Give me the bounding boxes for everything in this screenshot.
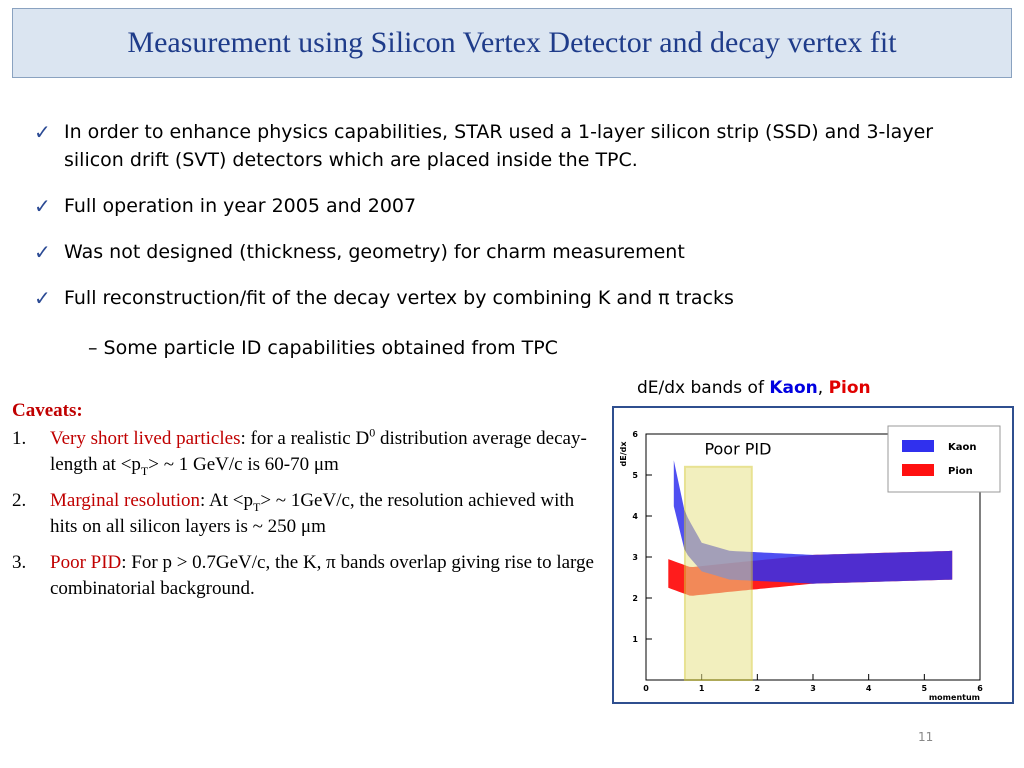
bullet-text: Was not designed (thickness, geometry) for charm measurement bbox=[64, 241, 685, 263]
caveat-fragment: > ~ 1GeV/c, the resolution achieved with hits on all silicon layers is ~ 250 μm bbox=[50, 490, 575, 537]
caveat-superscript: 0 bbox=[369, 425, 376, 440]
caveat-fragment: : At <p bbox=[200, 490, 253, 511]
sub-bullet: – Some particle ID capabilities obtained from TPC bbox=[88, 337, 558, 359]
caveats-block bbox=[12, 398, 602, 612]
bullet-text: In order to enhance physics capabilities, STAR used a 1-layer silicon strip (SSD) and 3-layer silicon drift (SVT) detectors which are placed inside the TPC. bbox=[64, 121, 934, 171]
caveat-number: 2. bbox=[12, 490, 27, 511]
x-tick-label: 1 bbox=[698, 684, 705, 693]
checkmark-icon: ✓ bbox=[34, 286, 51, 310]
caveat-fragment: > ~ 1 GeV/c is 60-70 μm bbox=[148, 454, 339, 475]
caveat-keyword: Poor PID bbox=[50, 552, 122, 573]
caveat-number: 1. bbox=[12, 428, 27, 449]
bullet-item bbox=[34, 192, 994, 220]
legend-label-kaon: Kaon bbox=[948, 442, 977, 453]
y-tick-label: 1 bbox=[632, 635, 638, 644]
caveat-number: 3. bbox=[12, 552, 27, 573]
caveat-text bbox=[50, 550, 602, 602]
plot-caption-prefix: dE/dx bands of bbox=[637, 378, 770, 398]
x-tick-label: 2 bbox=[754, 684, 761, 693]
x-tick-label: 3 bbox=[810, 684, 816, 693]
y-tick-label: 3 bbox=[632, 553, 638, 562]
caveat-text bbox=[50, 426, 602, 478]
caveat-subscript: T bbox=[253, 499, 261, 514]
caveat-fragment: : for a realistic D bbox=[240, 428, 370, 449]
caveat-item bbox=[12, 488, 602, 540]
caveat-fragment: distribution average decay-length at <p bbox=[50, 428, 587, 475]
x-tick-label: 6 bbox=[977, 684, 983, 693]
checkmark-icon: ✓ bbox=[34, 120, 51, 144]
poor-pid-label: Poor PID bbox=[704, 439, 772, 459]
title-box bbox=[12, 8, 1012, 78]
checkmark-icon: ✓ bbox=[34, 194, 51, 218]
dedx-plot-frame bbox=[612, 406, 1014, 704]
legend-swatch-pion bbox=[902, 464, 934, 476]
legend-box bbox=[888, 426, 1000, 492]
legend-label-pion: Pion bbox=[948, 466, 973, 477]
dedx-scatter-plot bbox=[614, 408, 1012, 702]
y-axis-label: dE/dx bbox=[619, 441, 628, 467]
y-tick-label: 6 bbox=[632, 430, 638, 439]
checkmark-icon: ✓ bbox=[34, 240, 51, 264]
caveat-item bbox=[12, 426, 602, 478]
poor-pid-region bbox=[685, 467, 752, 680]
caveat-keyword: Marginal resolution bbox=[50, 490, 201, 511]
slide-title: Measurement using Silicon Vertex Detector and decay vertex fit bbox=[127, 26, 897, 59]
x-axis-label: momentum bbox=[928, 693, 980, 702]
plot-caption bbox=[637, 378, 871, 398]
caveats-title: Caveats: bbox=[12, 400, 83, 421]
plot-caption-sep: , bbox=[817, 378, 829, 398]
caveat-keyword: Very short lived particles bbox=[50, 428, 241, 449]
bullet-text: Full operation in year 2005 and 2007 bbox=[64, 195, 417, 217]
bullet-text: Full reconstruction/fit of the decay vertex by combining K and π tracks bbox=[64, 287, 734, 309]
x-tick-label: 0 bbox=[643, 684, 649, 693]
caveat-item bbox=[12, 550, 602, 602]
caveat-fragment: : For p > 0.7GeV/c, the K, π bands overlap giving rise to large combinatorial background. bbox=[50, 552, 594, 599]
bullet-item bbox=[34, 118, 994, 174]
y-tick-label: 2 bbox=[632, 594, 638, 603]
x-tick-label: 5 bbox=[921, 684, 928, 693]
legend-swatch-kaon bbox=[902, 440, 934, 452]
y-tick-label: 5 bbox=[632, 471, 638, 480]
caveat-subscript: T bbox=[140, 463, 149, 478]
bullet-list bbox=[34, 118, 994, 330]
caveat-text bbox=[50, 488, 602, 540]
plot-caption-kaon: Kaon bbox=[769, 378, 818, 398]
x-tick-label: 4 bbox=[865, 684, 872, 693]
bullet-item bbox=[34, 238, 994, 266]
plot-caption-pion: Pion bbox=[828, 378, 871, 398]
bullet-item bbox=[34, 284, 994, 312]
page-number: 11 bbox=[918, 730, 934, 744]
y-tick-label: 4 bbox=[632, 512, 638, 521]
